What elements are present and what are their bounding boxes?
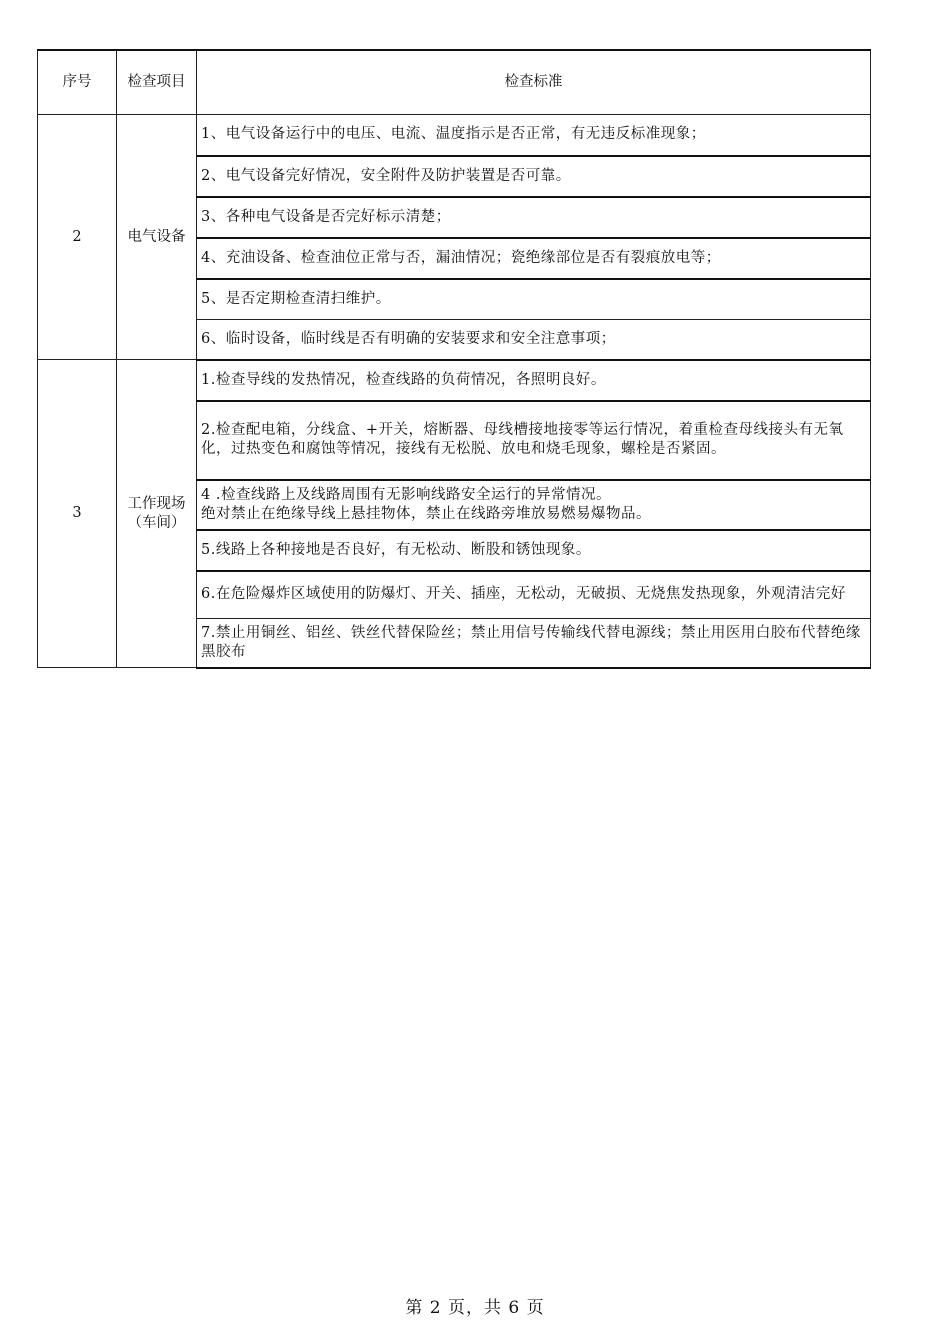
standard-cell	[197, 480, 871, 530]
standard-text: 7.禁止用铜丝、铝丝、铁丝代替保险丝；禁止用信号传输线代替电源线；禁止用医用白胶布代替绝缘黑胶布	[197, 619, 871, 668]
standard-text: 2、电气设备完好情况，安全附件及防护装置是否可靠。	[197, 156, 871, 197]
group-number: 3	[38, 360, 117, 668]
group-item: 电气设备	[117, 115, 197, 360]
page-footer: 第 2 页，共 6 页	[405, 1298, 545, 1318]
standard-text: 5、是否定期检查清扫维护。	[197, 279, 871, 320]
standard-text: 5.线路上各种接地是否良好，有无松动、断股和锈蚀现象。	[197, 530, 871, 571]
standard-text: 1、电气设备运行中的电压、电流、温度指示是否正常，有无违反标准现象；	[197, 115, 871, 156]
inspection-sheet	[37, 49, 871, 669]
table-row	[38, 115, 871, 156]
group-item-sub: （车间）	[127, 514, 186, 531]
header-no: 序号	[38, 50, 117, 115]
inspection-table	[37, 49, 871, 669]
standard-text: 2.检查配电箱，分线盒、+开关，熔断器、母线槽接地接零等运行情况，着重检查母线接头有无氧化，过热变色和腐蚀等情况，接线有无松脱、放电和烧毛现象，螺栓是否紧固。	[197, 401, 871, 480]
standard-text: 4、充油设备、检查油位正常与否，漏油情况；瓷绝缘部位是否有裂痕放电等；	[197, 238, 871, 279]
standard-text: 6.在危险爆炸区域使用的防爆灯、开关、插座，无松动，无破损、无烧焦发热现象，外观清洁完好	[197, 571, 871, 619]
table-header-row	[38, 50, 871, 115]
group-item-cell	[117, 360, 197, 668]
group-item: 工作现场	[127, 495, 186, 512]
header-item: 检查项目	[117, 50, 197, 115]
standard-text: 1.检查导线的发热情况，检查线路的负荷情况，各照明良好。	[197, 360, 871, 401]
standard-text: 6、临时设备，临时线是否有明确的安装要求和安全注意事项；	[197, 320, 871, 360]
standard-text: 3、各种电气设备是否完好标示清楚；	[197, 197, 871, 238]
standard-text: 4 .检查线路上及线路周围有无影响线路安全运行的异常情况。	[201, 486, 611, 503]
table-row	[38, 360, 871, 401]
standard-text: 绝对禁止在绝缘导线上悬挂物体，禁止在线路旁堆放易燃易爆物品。	[201, 505, 651, 522]
header-standard: 检查标准	[197, 50, 871, 115]
group-number: 2	[38, 115, 117, 360]
